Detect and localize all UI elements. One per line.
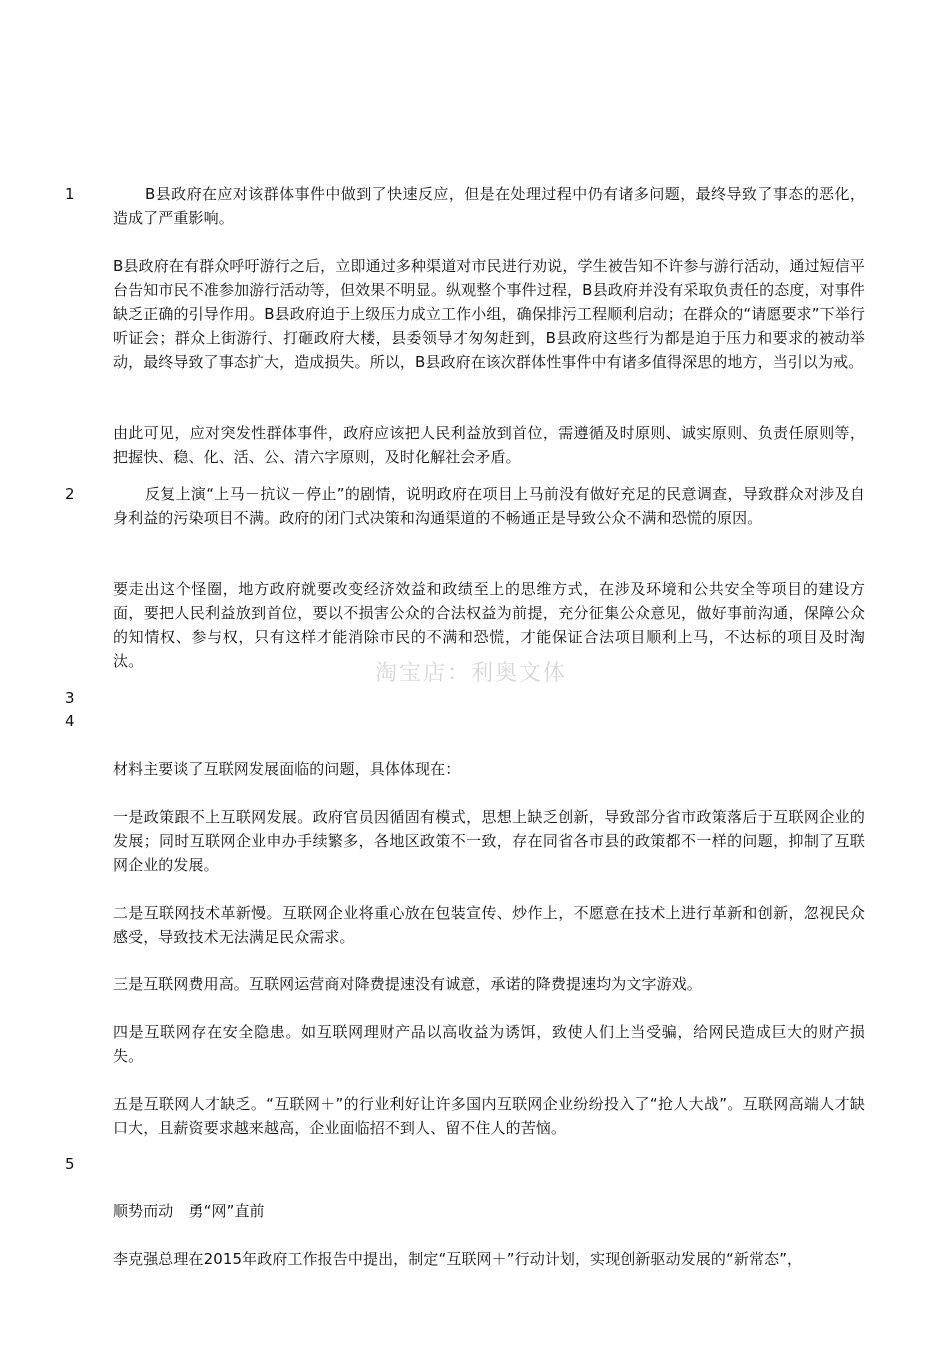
paragraph: 五是互联网人才缺乏。“互联网＋”的行业利好让许多国内互联网企业纷纷投入了“抢人大战”。互联网高端人才缺口大，且薪资要求越来越高，企业面临招不到人、留不住人的苦恼。 — [113, 1095, 865, 1137]
paragraph: 二是互联网技术革新慢。互联网企业将重心放在包装宣传、炒作上，不愿意在技术上进行革新和创新，忽视民众感受，导致技术无法满足民众需求。 — [113, 904, 865, 946]
paragraph: 李克强总理在2015年政府工作报告中提出，制定“互联网＋”行动计划，实现创新驱动发展的“新常态”， — [113, 1250, 803, 1268]
section-number: 2 — [65, 485, 75, 503]
paragraph: 反复上演“上马－抗议－停止”的剧情，说明政府在项目上马前没有做好充足的民意调查，导致群众对涉及自身利益的污染项目不满。政府的闭门式决策和沟通渠道的不畅通正是导致公众不满和恐慌的原因。 — [113, 485, 865, 527]
section-number: 3 — [65, 689, 75, 707]
paragraph: 四是互联网存在安全隐患。如互联网理财产品以高收益为诱饵，致使人们上当受骗，给网民造成巨大的财产损失。 — [113, 1023, 865, 1065]
paragraph-heading: 顺势而动 勇“网”直前 — [113, 1202, 265, 1220]
paragraph: 材料主要谈了互联网发展面临的问题，具体体现在： — [113, 760, 461, 778]
paragraph: B县政府在有群众呼吁游行之后，立即通过多种渠道对市民进行劝说，学生被告知不许参与游行活动，通过短信平台告知市民不准参加游行活动等，但效果不明显。纵观整个事件过程，B县政府并没有采取负责任的态度，对事件缺乏正确的引导作用。B县政府迫于上级压力成立工作小组，确保排污工程顺利启动；在群众的“请愿要求”下举行听证会；群众上街游行、打砸政府大楼，县委领导才匆匆赶到，B县政府这些行为都是迫于压力和要求的被动举动，最终导致了事态扩大，造成损失。所以，B县政府在该次群体性事件中有诸多值得深思的地方，当引以为戒。 — [113, 257, 865, 371]
paragraph: 要走出这个怪圈，地方政府就要改变经济效益和政绩至上的思维方式，在涉及环境和公共安全等项目的建设方面，要把人民利益放到首位，要以不损害公众的合法权益为前提，充分征集公众意见，做好事前沟通，保障公众的知情权、参与权，只有这样才能消除市民的不满和恐慌，才能保证合法项目顺利上马，不达标的项目及时淘汰。 — [113, 580, 865, 670]
paragraph: 由此可见，应对突发性群体事件，政府应该把人民利益放到首位，需遵循及时原则、诚实原则、负责任原则等，把握快、稳、化、活、公、清六字原则，及时化解社会矛盾。 — [113, 424, 865, 466]
paragraph: 三是互联网费用高。互联网运营商对降费提速没有诚意，承诺的降费提速均为文字游戏。 — [113, 975, 702, 993]
section-number: 4 — [65, 712, 75, 730]
section-number: 1 — [65, 185, 75, 203]
section-number: 5 — [65, 1155, 75, 1173]
paragraph: 一是政策跟不上互联网发展。政府官员因循固有模式，思想上缺乏创新，导致部分省市政策落后于互联网企业的发展；同时互联网企业申办手续繁多，各地区政策不一致，存在同省各市县的政策都不一样的问题，抑制了互联网企业的发展。 — [113, 808, 865, 874]
paragraph: B县政府在应对该群体事件中做到了快速反应，但是在处理过程中仍有诸多问题，最终导致了事态的恶化，造成了严重影响。 — [113, 185, 865, 227]
watermark-text: 淘宝店：利奥文体 — [375, 661, 568, 686]
